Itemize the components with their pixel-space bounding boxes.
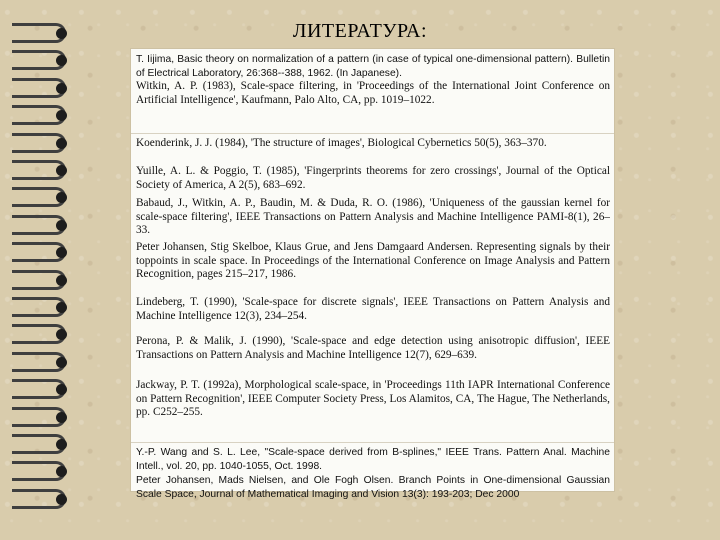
reference-item: T. Iijima, Basic theory on normalization of a pattern (in case of typical one-dimensional pattern). Bulletin of Electrical Laboratory, 26:368--388, 1962. (In Japanese). bbox=[136, 54, 610, 79]
binding-hole bbox=[56, 165, 67, 176]
binding-hole bbox=[56, 138, 67, 149]
reference-item: Y.-P. Wang and S. L. Lee, "Scale-space derived from B-splines," IEEE Trans. Pattern Anal. Machine Intell., vol. 20, pp. 1040-1055, Oct. 1998. bbox=[136, 447, 610, 472]
binding-hole bbox=[56, 439, 67, 450]
reference-item: Peter Johansen, Stig Skelboe, Klaus Grue, and Jens Damgaard Andersen. Representing signals by their toppoints in scale space. In Proceedings of the International Conference on Image Analysis and Pattern Recognition, pages 215–217, 1986. bbox=[136, 241, 610, 281]
divider bbox=[131, 442, 614, 443]
binding-hole bbox=[56, 192, 67, 203]
slide-title: ЛИТЕРАТУРА: bbox=[292, 20, 428, 42]
reference-item: Babaud, J., Witkin, A. P., Baudin, M. & Duda, R. O. (1986), 'Uniqueness of the gaussian kernel for scale-space filtering', IEEE Transactions on Pattern Analysis and Machine Intelligence PAMI-8(1), 26–33. bbox=[136, 197, 610, 237]
binding-hole bbox=[56, 357, 67, 368]
binding-hole bbox=[56, 247, 67, 258]
binding-hole bbox=[56, 466, 67, 477]
binding-hole bbox=[56, 494, 67, 505]
reference-item: Perona, P. & Malik, J. (1990), 'Scale-space and edge detection using anisotropic diffusion', IEEE Transactions on Pattern Analysis and Machine Intelligence 12(7), 629–639. bbox=[136, 335, 610, 361]
binding-hole bbox=[56, 329, 67, 340]
reference-item: Jackway, P. T. (1992a), Morphological scale-space, in 'Proceedings 11th IAPR International Conference on Pattern Recognition', IEEE Computer Society Press, Los Alamitos, CA, The Hague, The Netherlands, pp. C252–255. bbox=[136, 379, 610, 419]
binding-hole bbox=[56, 302, 67, 313]
binding-hole bbox=[56, 55, 67, 66]
reference-item: Witkin, A. P. (1983), Scale-space filtering, in 'Proceedings of the International Joint Conference on Artificial Intelligence', Kaufmann, Palo Alto, CA, pp. 1019–1022. bbox=[136, 80, 610, 106]
binding-hole bbox=[56, 384, 67, 395]
binding-hole bbox=[56, 220, 67, 231]
reference-item: Lindeberg, T. (1990), 'Scale-space for discrete signals', IEEE Transactions on Pattern Analysis and Machine Intelligence 12(3), 234–254. bbox=[136, 296, 610, 322]
spiral-binding bbox=[0, 0, 70, 540]
reference-item: Yuille, A. L. & Poggio, T. (1985), 'Fingerprints theorems for zero crossings', Journal of the Optical Society of America, A 2(5), 683–692. bbox=[136, 165, 610, 191]
binding-hole bbox=[56, 412, 67, 423]
binding-hole bbox=[56, 83, 67, 94]
reference-item: Koenderink, J. J. (1984), 'The structure of images', Biological Cybernetics 50(5), 363–370. bbox=[136, 137, 547, 149]
references-list bbox=[131, 49, 614, 500]
divider bbox=[131, 133, 614, 134]
binding-hole bbox=[56, 275, 67, 286]
binding-hole bbox=[56, 110, 67, 121]
reference-item: Peter Johansen, Mads Nielsen, and Ole Fogh Olsen. Branch Points in One-dimensional Gaussian Scale Space, Journal of Mathematical Imaging and Vision 13(3): 193-203; Dec 2000 bbox=[136, 475, 610, 500]
